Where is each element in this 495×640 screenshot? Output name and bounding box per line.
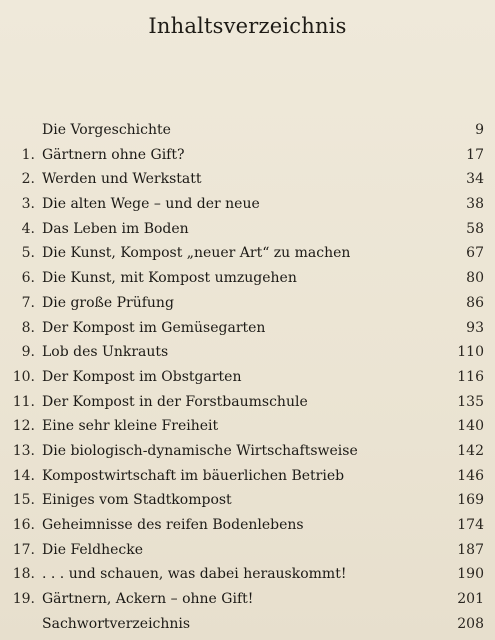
page-number: 110 (457, 344, 484, 361)
toc-entry (6, 587, 484, 612)
toc-entry (6, 340, 484, 365)
toc-entry (6, 365, 484, 390)
page-number: 190 (457, 566, 484, 583)
page-number: 187 (457, 541, 484, 558)
chapter-title: Gärtnern, Ackern – ohne Gift! (42, 591, 254, 608)
chapter-title: Das Leben im Boden (42, 220, 189, 237)
chapter-number: 2. (21, 171, 35, 188)
chapter-title: Der Kompost in der Forstbaumschule (42, 393, 308, 410)
chapter-title: Geheimnisse des reifen Bodenlebens (42, 517, 304, 533)
toc-entry (6, 390, 484, 415)
toc-entry (6, 241, 484, 266)
page-number: 17 (466, 146, 484, 163)
chapter-number: 9. (21, 344, 35, 361)
chapter-number: 6. (21, 270, 35, 287)
toc-entry (6, 538, 484, 563)
chapter-number: 1. (21, 146, 35, 163)
toc-entry (6, 513, 484, 538)
chapter-title: Die Vorgeschichte (42, 122, 171, 138)
chapter-title: Einiges vom Stadtkompost (42, 492, 232, 509)
chapter-title: Der Kompost im Gemüsegarten (42, 319, 266, 336)
toc-entry (6, 488, 484, 513)
page-number: 174 (457, 517, 484, 533)
chapter-title: Sachwortverzeichnis (42, 615, 191, 632)
toc-entry (6, 266, 484, 291)
chapter-number: 15. (12, 492, 35, 509)
chapter-number: 8. (21, 319, 35, 336)
chapter-title: Gärtnern ohne Gift? (42, 146, 185, 163)
chapter-number: 18. (12, 566, 35, 583)
chapter-title: Die Feldhecke (42, 541, 144, 558)
page-number: 135 (457, 393, 484, 410)
chapter-title: Lob des Unkrauts (42, 344, 169, 361)
chapter-title: Kompostwirtschaft im bäuerlichen Betrieb (42, 467, 345, 484)
chapter-title: Die alten Wege – und der neue (42, 196, 260, 213)
chapter-number: 13. (12, 442, 35, 459)
page-title: Inhaltsverzeichnis (148, 14, 347, 38)
page-number: 9 (475, 122, 484, 138)
chapter-number: 17. (12, 541, 35, 558)
chapter-number: 5. (21, 245, 35, 262)
toc-entry (6, 562, 484, 587)
chapter-title: Die biologisch-dynamische Wirtschaftsweise (42, 442, 358, 459)
page-number: 142 (457, 442, 484, 459)
toc-entry (6, 192, 484, 217)
toc-entry (6, 143, 484, 168)
table-of-contents (6, 118, 484, 636)
page-number: 146 (457, 467, 484, 484)
chapter-title: Die Kunst, Kompost „neuer Art“ zu machen (42, 245, 351, 262)
page-number: 201 (457, 591, 484, 608)
toc-entry (6, 414, 484, 439)
chapter-number: 12. (12, 418, 35, 435)
page-number: 58 (466, 220, 484, 237)
toc-entry (6, 291, 484, 316)
page-number: 86 (466, 294, 484, 311)
chapter-title: . . . und schauen, was dabei herauskommt! (42, 566, 347, 583)
toc-entry (6, 464, 484, 489)
chapter-title: Die Kunst, mit Kompost umzugehen (42, 270, 297, 287)
toc-entry (6, 217, 484, 242)
chapter-number: 16. (12, 517, 35, 533)
chapter-title: Die große Prüfung (42, 294, 174, 311)
chapter-number: 19. (12, 591, 35, 608)
toc-entry (6, 316, 484, 341)
page-number: 80 (466, 270, 484, 287)
toc-entry (6, 439, 484, 464)
page-number: 67 (466, 245, 484, 262)
page-number: 34 (466, 171, 484, 188)
chapter-number: 10. (12, 368, 35, 385)
chapter-number: 11. (12, 393, 35, 410)
chapter-number: 3. (21, 196, 35, 213)
chapter-title: Eine sehr kleine Freiheit (42, 418, 219, 435)
page-number: 169 (457, 492, 484, 509)
chapter-number: 7. (21, 294, 35, 311)
chapter-title: Der Kompost im Obstgarten (42, 368, 242, 385)
page-number: 140 (457, 418, 484, 435)
toc-entry (6, 118, 484, 143)
page-number: 116 (457, 368, 484, 385)
page-number: 38 (466, 196, 484, 213)
chapter-number: 14. (12, 467, 35, 484)
chapter-number: 4. (21, 220, 35, 237)
chapter-title: Werden und Werkstatt (42, 171, 202, 188)
page-number: 93 (466, 319, 484, 336)
toc-entry (6, 612, 484, 637)
toc-entry (6, 167, 484, 192)
page-number: 208 (457, 615, 484, 632)
